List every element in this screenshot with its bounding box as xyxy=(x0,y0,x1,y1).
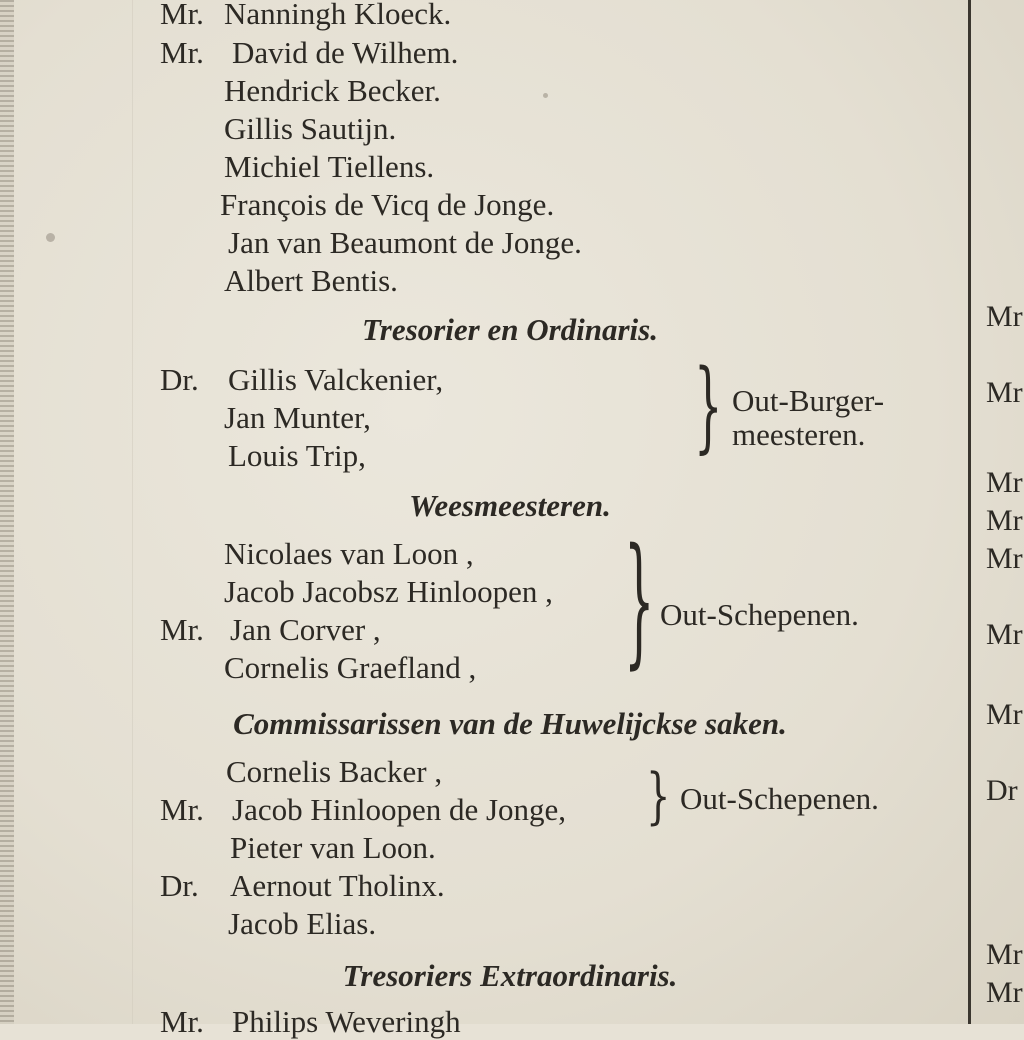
entry-name: Aernout Tholinx. xyxy=(230,868,445,903)
register-entry xyxy=(0,868,960,904)
group-brace: } xyxy=(646,761,671,832)
register-entry xyxy=(0,149,960,185)
register-entry xyxy=(0,650,960,686)
register-entry xyxy=(0,111,960,147)
right-column-fragment: Mr xyxy=(986,466,1023,499)
entry-title: Dr. xyxy=(160,868,199,903)
entry-name: Cornelis Graefland , xyxy=(224,650,477,685)
register-entry xyxy=(0,536,960,572)
entry-name: Albert Bentis. xyxy=(224,263,398,298)
right-column-fragment: Mr xyxy=(986,698,1023,731)
entry-name: Gillis Valckenier, xyxy=(228,362,444,397)
entry-name: Jan van Beaumont de Jonge. xyxy=(228,225,582,260)
register-entry xyxy=(0,35,960,71)
entry-name: Cornelis Backer , xyxy=(226,754,443,789)
entry-name: Michiel Tiellens. xyxy=(224,149,435,184)
group-label: Out-Burger- meesteren. xyxy=(732,383,885,452)
right-column-fragment: Mr xyxy=(986,300,1023,333)
group-brace: } xyxy=(624,521,655,684)
section-heading: Tresorier en Ordinaris. xyxy=(362,312,658,347)
register-entry xyxy=(0,0,960,32)
entry-name: Jan Munter, xyxy=(224,400,371,435)
register-entry xyxy=(0,906,960,942)
entry-title: Mr. xyxy=(160,1004,204,1039)
entry-name: Pieter van Loon. xyxy=(230,830,436,865)
group-brace: } xyxy=(694,350,723,465)
right-column-fragment: Mr xyxy=(986,976,1023,1009)
right-column-fragment: Mr xyxy=(986,938,1023,971)
entry-title: Mr. xyxy=(160,35,204,70)
entry-title: Mr. xyxy=(160,612,204,647)
right-column-fragment: Mr xyxy=(986,504,1023,537)
section-heading: Tresoriers Extraordinaris. xyxy=(342,958,678,993)
entry-name: Nanningh Kloeck. xyxy=(224,0,452,31)
register-entry xyxy=(0,73,960,109)
entry-name: Jan Corver , xyxy=(230,612,381,647)
register-entry xyxy=(0,187,960,223)
group-label: Out-Schepenen. xyxy=(660,597,859,632)
section-heading: Commissarissen van de Huwelijckse saken. xyxy=(233,706,787,741)
group-label: Out-Schepenen. xyxy=(680,781,879,816)
right-column-fragment: Mr xyxy=(986,376,1023,409)
entry-name: Hendrick Becker. xyxy=(224,73,441,108)
entry-name: Jacob Hinloopen de Jonge, xyxy=(232,792,567,827)
entry-name: Nicolaes van Loon , xyxy=(224,536,474,571)
entry-title: Mr. xyxy=(160,0,204,31)
entry-name: Philips Weveringh xyxy=(232,1004,461,1039)
entry-name: David de Wilhem. xyxy=(232,35,459,70)
entry-name: Jacob Jacobsz Hinloopen , xyxy=(224,574,553,609)
entry-name: Louis Trip, xyxy=(228,438,366,473)
column-divider-rule xyxy=(968,0,971,1024)
register-entry xyxy=(0,225,960,261)
register-entry xyxy=(0,1004,960,1040)
right-column-fragment: Mr xyxy=(986,542,1023,575)
register-entry xyxy=(0,830,960,866)
entry-name: Jacob Elias. xyxy=(228,906,377,941)
entry-name: François de Vicq de Jonge. xyxy=(220,187,555,222)
right-column-fragment: Dr xyxy=(986,774,1018,807)
register-entry xyxy=(0,263,960,299)
entry-name: Gillis Sautijn. xyxy=(224,111,397,146)
entry-title: Dr. xyxy=(160,362,199,397)
entry-title: Mr. xyxy=(160,792,204,827)
right-column-fragment: Mr xyxy=(986,618,1023,651)
section-heading: Weesmeesteren. xyxy=(409,488,611,523)
